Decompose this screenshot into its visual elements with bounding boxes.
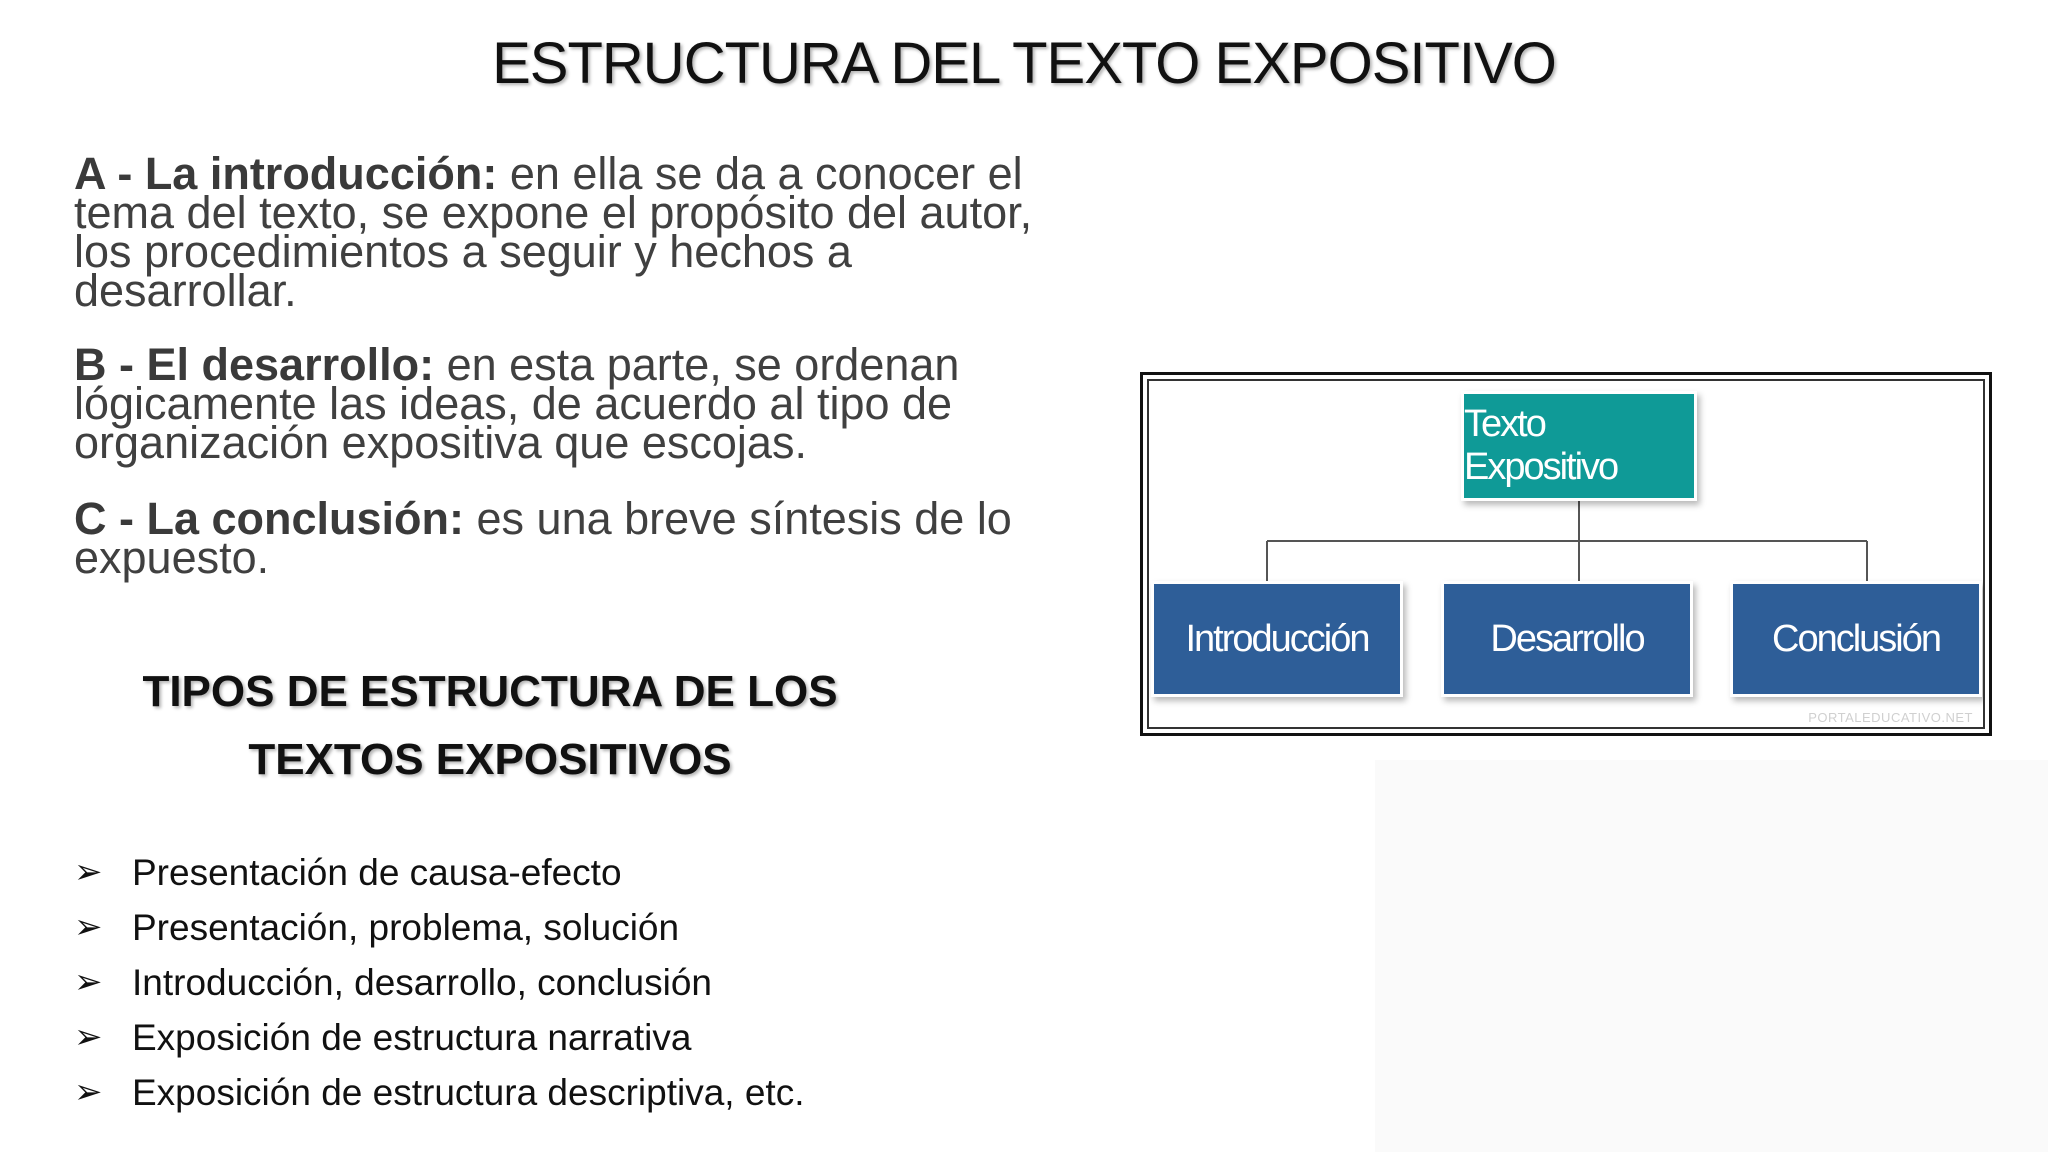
list-item — [74, 900, 805, 955]
list-item — [74, 1065, 805, 1120]
section-conclusion-text: es una breve síntesis de lo expuesto. — [74, 493, 1012, 583]
arrow-bullet-icon: ➢ — [74, 853, 103, 891]
arrow-bullet-icon: ➢ — [74, 963, 103, 1001]
section-conclusion — [74, 493, 1034, 583]
list-item-text: Exposición de estructura narrativa — [132, 1017, 692, 1058]
arrow-bullet-icon: ➢ — [74, 1073, 103, 1111]
section-introduction-label: A - La introducción: — [74, 148, 498, 199]
list-item-text: Introducción, desarrollo, conclusión — [132, 962, 712, 1003]
types-heading-line1: TIPOS DE ESTRUCTURA DE LOS — [142, 667, 838, 716]
types-heading-line2: TEXTOS EXPOSITIVOS — [248, 735, 732, 784]
list-item-text: Exposición de estructura descriptiva, etc. — [132, 1072, 805, 1113]
diagram-root-node: Texto Expositivo — [1461, 391, 1697, 501]
list-item — [74, 845, 805, 900]
list-item — [74, 1010, 805, 1065]
section-conclusion-label: C - La conclusión: — [74, 493, 465, 544]
list-item — [74, 955, 805, 1010]
types-list — [74, 845, 805, 1120]
section-introduction-text: en ella se da a conocer el tema del texto, se expone el propósito del autor, los procedimientos a seguir y hechos a desarrollar. — [74, 148, 1033, 316]
arrow-bullet-icon: ➢ — [74, 1018, 103, 1056]
arrow-bullet-icon: ➢ — [74, 908, 103, 946]
list-item-text: Presentación de causa-efecto — [132, 852, 622, 893]
slide-title: ESTRUCTURA DEL TEXTO EXPOSITIVO — [492, 31, 1556, 96]
types-heading — [40, 658, 940, 794]
diagram-node-conclusion: Conclusión — [1730, 581, 1982, 697]
diagram-node-introduction: Introducción — [1151, 581, 1403, 697]
section-introduction — [74, 148, 1034, 316]
diagram-inner-border — [1147, 379, 1985, 729]
background-tint — [1375, 760, 2048, 1152]
section-development-text: en esta parte, se ordenan lógicamente las ideas, de acuerdo al tipo de organización expositiva que escojas. — [74, 339, 960, 468]
section-development-label: B - El desarrollo: — [74, 339, 435, 390]
diagram-node-development: Desarrollo — [1441, 581, 1693, 697]
list-item-text: Presentación, problema, solución — [132, 907, 680, 948]
diagram-watermark: PORTALEDUCATIVO.NET — [1808, 710, 1973, 725]
section-development — [74, 339, 1034, 468]
structure-diagram — [1140, 372, 1992, 736]
